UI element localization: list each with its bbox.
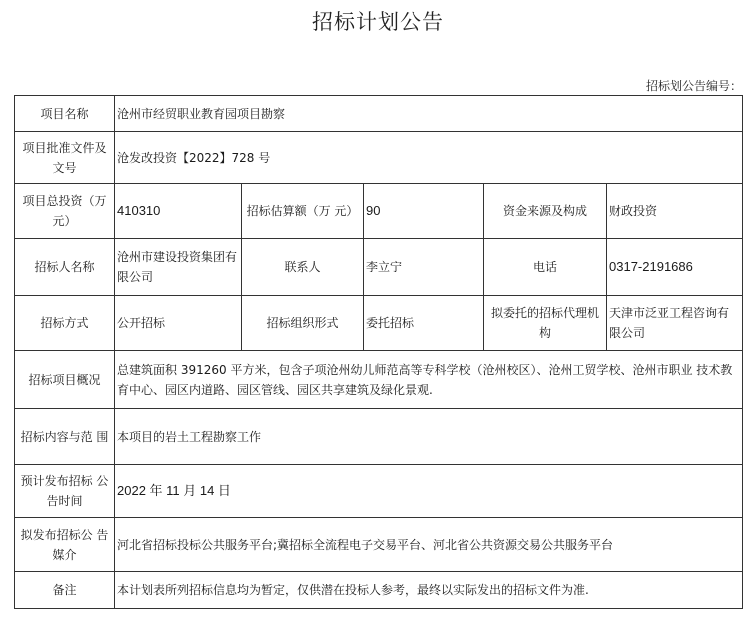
fund-source-value: 财政投资 <box>607 184 743 239</box>
project-name-value: 沧州市经贸职业教育园项目勘察 <box>115 96 743 132</box>
row-publish-time <box>15 465 743 518</box>
row-scope <box>15 409 743 465</box>
remark-label: 备注 <box>15 572 115 609</box>
method-value: 公开招标 <box>115 296 242 351</box>
contact-value: 李立宁 <box>364 239 484 296</box>
row-method <box>15 296 743 351</box>
phone-value: 0317-2191686 <box>607 239 743 296</box>
row-tenderer <box>15 239 743 296</box>
overview-value: 总建筑面积 391260 平方米，包含子项沧州幼儿师范高等专科学校（沧州校区）、沧州工贸学校、沧州市职业 技术教育中心、园区内道路、园区管线、园区共享建筑及绿化景观. <box>115 351 743 409</box>
media-value: 河北省招标投标公共服务平台;冀招标全流程电子交易平台、河北省公共资源交易公共服务平台 <box>115 518 743 572</box>
agent-value: 天津市泛亚工程咨询有限公司 <box>607 296 743 351</box>
tenderer-label: 招标人名称 <box>15 239 115 296</box>
project-name-label: 项目名称 <box>15 96 115 132</box>
approval-value: 沧发改投资【2022】728 号 <box>115 132 743 184</box>
row-media <box>15 518 743 572</box>
tender-plan-table <box>14 95 743 609</box>
row-approval <box>15 132 743 184</box>
estimate-value: 90 <box>364 184 484 239</box>
agent-label: 拟委托的招标代理机构 <box>484 296 607 351</box>
page-title: 招标计划公告 <box>312 10 444 34</box>
notice-number-label: 招标划公告编号： <box>645 79 742 93</box>
investment-label: 项目总投资（万元） <box>15 184 115 239</box>
method-label: 招标方式 <box>15 296 115 351</box>
tenderer-value: 沧州市建设投资集团有限公司 <box>115 239 242 296</box>
approval-label: 项目批准文件及文号 <box>15 132 115 184</box>
fund-source-label: 资金来源及构成 <box>484 184 607 239</box>
org-form-label: 招标组织形式 <box>242 296 364 351</box>
estimate-label: 招标估算额（万 元） <box>242 184 364 239</box>
overview-label: 招标项目概况 <box>15 351 115 409</box>
org-form-value: 委托招标 <box>364 296 484 351</box>
scope-label: 招标内容与范 围 <box>15 409 115 465</box>
investment-value: 410310 <box>115 184 242 239</box>
publish-time-value: 2022 年 11 月 14 日 <box>115 465 743 518</box>
media-label: 拟发布招标公 告媒介 <box>15 518 115 572</box>
row-overview <box>15 351 743 409</box>
row-investment <box>15 184 743 239</box>
remark-value: 本计划表所列招标信息均为暂定，仅供潜在投标人参考，最终以实际发出的招标文件为准. <box>115 572 743 609</box>
phone-label: 电话 <box>484 239 607 296</box>
publish-time-label: 预计发布招标 公告时间 <box>15 465 115 518</box>
scope-value: 本项目的岩土工程勘察工作 <box>115 409 743 465</box>
row-remark <box>15 572 743 609</box>
row-project-name <box>15 96 743 132</box>
contact-label: 联系人 <box>242 239 364 296</box>
